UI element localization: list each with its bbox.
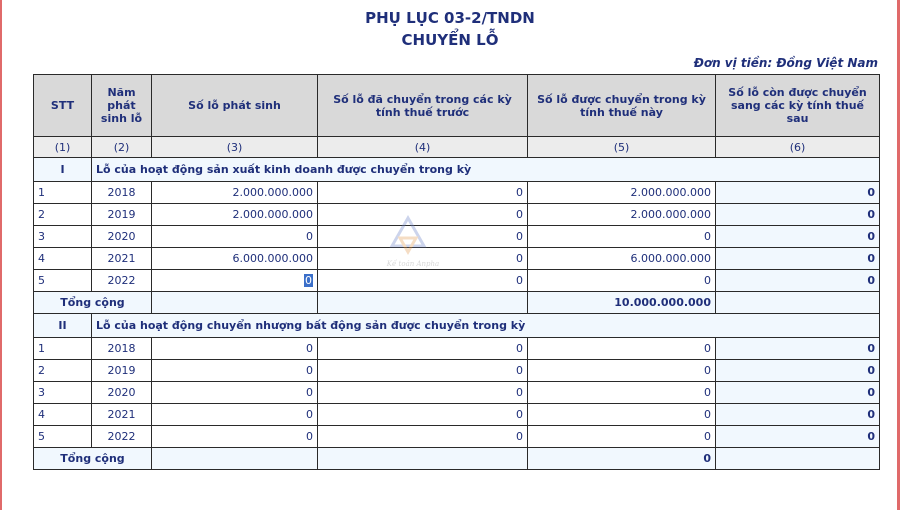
- header-loss-remaining: Số lỗ còn được chuyển sang các kỳ tính thuế sau: [716, 75, 880, 137]
- column-index-row: [34, 137, 880, 158]
- form-title: CHUYỂN LỖ: [401, 31, 499, 49]
- row-stt: 1: [34, 338, 92, 360]
- row-year: 2022: [92, 426, 152, 448]
- loss-arising-input[interactable]: 6.000.000.000: [152, 248, 318, 270]
- loss-arising-input[interactable]: 2.000.000.000: [152, 182, 318, 204]
- form-code-title: PHỤ LỤC 03-2/TNDN: [365, 9, 535, 27]
- loss-current-input[interactable]: 0: [528, 270, 716, 292]
- loss-current-input[interactable]: 2.000.000.000: [528, 182, 716, 204]
- column-index: (3): [152, 137, 318, 158]
- loss-arising-input[interactable]: 0: [152, 404, 318, 426]
- total-arising: [152, 448, 318, 470]
- loss-remaining-value: 0: [716, 182, 880, 204]
- loss-remaining-value: 0: [716, 270, 880, 292]
- table-row: [34, 382, 880, 404]
- row-year: 2019: [92, 360, 152, 382]
- table-row: [34, 248, 880, 270]
- loss-transfer-table: [33, 74, 880, 470]
- row-stt: 5: [34, 270, 92, 292]
- loss-arising-input[interactable]: 0: [152, 360, 318, 382]
- row-year: 2022: [92, 270, 152, 292]
- loss-remaining-value: 0: [716, 338, 880, 360]
- loss-prior-input[interactable]: 0: [318, 382, 528, 404]
- section-1-total-row: [34, 292, 880, 314]
- total-label: Tổng cộng: [34, 448, 152, 470]
- total-current-value: 10.000.000.000: [528, 292, 716, 314]
- loss-arising-input[interactable]: 0: [152, 338, 318, 360]
- total-remaining: [716, 448, 880, 470]
- row-year: 2020: [92, 226, 152, 248]
- table-row: [34, 226, 880, 248]
- loss-current-input[interactable]: 6.000.000.000: [528, 248, 716, 270]
- loss-remaining-value: 0: [716, 382, 880, 404]
- loss-prior-input[interactable]: 0: [318, 226, 528, 248]
- header-loss-transferred-current: Số lỗ được chuyển trong kỳ tính thuế này: [528, 75, 716, 137]
- loss-current-input[interactable]: 0: [528, 338, 716, 360]
- section-code: II: [34, 314, 92, 338]
- loss-current-input[interactable]: 2.000.000.000: [528, 204, 716, 226]
- table-row: [34, 360, 880, 382]
- section-2-header: [34, 314, 880, 338]
- column-index: (6): [716, 137, 880, 158]
- section-title: Lỗ của hoạt động chuyển nhượng bất động sản được chuyển trong kỳ: [92, 314, 880, 338]
- total-remaining: [716, 292, 880, 314]
- loss-prior-input[interactable]: 0: [318, 248, 528, 270]
- loss-arising-input[interactable]: 0: [152, 382, 318, 404]
- row-stt: 5: [34, 426, 92, 448]
- header-loss-transferred-prior: Số lỗ đã chuyển trong các kỳ tính thuế trước: [318, 75, 528, 137]
- row-stt: 2: [34, 204, 92, 226]
- row-stt: 1: [34, 182, 92, 204]
- loss-remaining-value: 0: [716, 404, 880, 426]
- loss-arising-input[interactable]: 2.000.000.000: [152, 204, 318, 226]
- header-row: [34, 75, 880, 137]
- loss-prior-input[interactable]: 0: [318, 204, 528, 226]
- total-prior: [318, 448, 528, 470]
- table-row: [34, 270, 880, 292]
- loss-prior-input[interactable]: 0: [318, 404, 528, 426]
- total-arising: [152, 292, 318, 314]
- loss-prior-input[interactable]: 0: [318, 338, 528, 360]
- loss-remaining-value: 0: [716, 360, 880, 382]
- row-year: 2021: [92, 248, 152, 270]
- currency-unit-label: Đơn vị tiền: Đồng Việt Nam: [693, 56, 878, 70]
- column-index: (5): [528, 137, 716, 158]
- row-stt: 3: [34, 382, 92, 404]
- watermark-text: Kế toán Anpha: [386, 260, 440, 268]
- table-row: [34, 404, 880, 426]
- row-stt: 4: [34, 404, 92, 426]
- table-row: [34, 204, 880, 226]
- total-current-value: 0: [528, 448, 716, 470]
- loss-remaining-value: 0: [716, 248, 880, 270]
- total-prior: [318, 292, 528, 314]
- table-row: [34, 182, 880, 204]
- table-row: [34, 426, 880, 448]
- loss-prior-input[interactable]: 0: [318, 426, 528, 448]
- loss-current-input[interactable]: 0: [528, 360, 716, 382]
- header-loss-arising: Số lỗ phát sinh: [152, 75, 318, 137]
- loss-arising-input[interactable]: 0: [152, 226, 318, 248]
- loss-current-input[interactable]: 0: [528, 226, 716, 248]
- loss-arising-input[interactable]: 0: [152, 426, 318, 448]
- loss-remaining-value: 0: [716, 226, 880, 248]
- loss-current-input[interactable]: 0: [528, 382, 716, 404]
- loss-remaining-value: 0: [716, 426, 880, 448]
- section-2-total-row: [34, 448, 880, 470]
- row-stt: 4: [34, 248, 92, 270]
- section-1-header: [34, 158, 880, 182]
- column-index: (4): [318, 137, 528, 158]
- loss-prior-input[interactable]: 0: [318, 270, 528, 292]
- column-index: (2): [92, 137, 152, 158]
- row-stt: 3: [34, 226, 92, 248]
- row-year: 2018: [92, 338, 152, 360]
- row-stt: 2: [34, 360, 92, 382]
- text-cursor-selection[interactable]: 0: [305, 274, 312, 287]
- loss-prior-input[interactable]: 0: [318, 360, 528, 382]
- row-year: 2020: [92, 382, 152, 404]
- table-row: [34, 338, 880, 360]
- column-index: (1): [34, 137, 92, 158]
- loss-current-input[interactable]: 0: [528, 404, 716, 426]
- row-year: 2018: [92, 182, 152, 204]
- loss-prior-input[interactable]: 0: [318, 182, 528, 204]
- section-title: Lỗ của hoạt động sản xuất kinh doanh được chuyển trong kỳ: [92, 158, 880, 182]
- loss-remaining-value: 0: [716, 204, 880, 226]
- section-code: I: [34, 158, 92, 182]
- header-stt: STT: [34, 75, 92, 137]
- header-year: Năm phát sinh lỗ: [92, 75, 152, 137]
- row-year: 2021: [92, 404, 152, 426]
- total-label: Tổng cộng: [34, 292, 152, 314]
- loss-arising-input-active[interactable]: [152, 270, 318, 292]
- row-year: 2019: [92, 204, 152, 226]
- loss-current-input[interactable]: 0: [528, 426, 716, 448]
